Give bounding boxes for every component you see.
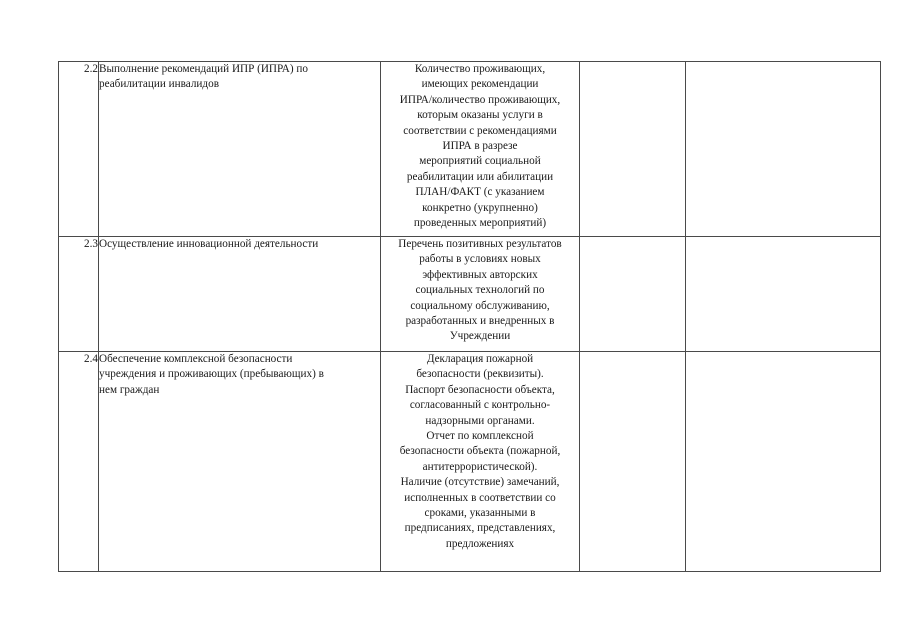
indicator-text-line: соответствии с рекомендациями (403, 124, 557, 137)
empty-cell (686, 352, 881, 572)
table-row (59, 352, 881, 572)
empty-cell (580, 352, 686, 572)
task-text-line: реабилитации инвалидов (99, 78, 219, 91)
indicator-text-line: разработанных и внедренных в (405, 315, 555, 328)
empty-cell (686, 62, 881, 237)
indicators-table (58, 61, 881, 572)
indicator-text-line: предписаниях, представлениях, (404, 522, 556, 535)
task-text-line: Обеспечение комплексной безопасности (99, 353, 293, 365)
indicator-text-line: которым оказаны услуги в (417, 109, 543, 122)
empty-cell (580, 237, 686, 352)
indicator-text-line: сроками, указанными в (424, 507, 536, 520)
table-row (59, 237, 881, 352)
indicator-text-line: реабилитации или абилитации (406, 170, 554, 183)
task-text-line: Выполнение рекомендаций ИПР (ИПРА) по (99, 63, 308, 75)
empty-cell (686, 237, 881, 352)
indicator-text-line: Наличие (отсутствие) замечаний, (400, 476, 560, 489)
indicator-text-line: безопасности (реквизиты). (416, 368, 544, 381)
task-text-line: нем граждан (99, 383, 160, 396)
indicator-description (381, 237, 580, 352)
indicator-text-line: эффективных авторских (422, 268, 538, 281)
empty-cell (580, 62, 686, 237)
indicator-text-line: Отчет по комплексной (426, 430, 534, 443)
indicator-text-line: имеющих рекомендации (421, 78, 539, 91)
task-description (99, 352, 381, 572)
task-text-line: Осуществление инновационной деятельности (99, 238, 319, 250)
indicator-text-line: социальному обслуживанию, (410, 299, 550, 312)
indicator-text-line: конкретно (укрупненно) (422, 201, 538, 214)
indicator-text-line: ИПРА в разрезе (442, 140, 518, 153)
task-text-line: учреждения и проживающих (пребывающих) в (99, 368, 324, 381)
indicator-text-line: ПЛАН/ФАКТ (с указанием (415, 186, 545, 199)
indicator-text-line: ИПРА/количество проживающих, (399, 93, 561, 106)
task-description (99, 237, 381, 352)
indicator-text-line: надзорными органами. (425, 414, 535, 427)
indicator-text-line: Декларация пожарной (426, 353, 534, 365)
table-row (59, 62, 881, 237)
indicator-text-line: работы в условиях новых (419, 253, 541, 266)
indicator-description (381, 352, 580, 572)
indicator-text-line: Учреждении (449, 330, 511, 343)
indicator-text-line: безопасности объекта (пожарной, (399, 445, 561, 458)
indicator-text-line: предложениях (445, 537, 515, 550)
task-description (99, 62, 381, 237)
indicator-text-line: согласованный с контрольно- (409, 399, 551, 412)
indicator-text-line: проведенных мероприятий) (413, 217, 547, 230)
indicator-text-line: исполненных в соответствии со (404, 491, 556, 504)
row-number: 2.3 (59, 237, 99, 352)
indicator-description (381, 62, 580, 237)
indicator-text-line: Паспорт безопасности объекта, (405, 383, 555, 396)
indicator-text-line: Перечень позитивных результатов (398, 238, 562, 250)
row-number: 2.2 (59, 62, 99, 237)
indicator-text-line: мероприятий социальной (419, 155, 541, 168)
row-number: 2.4 (59, 352, 99, 572)
indicator-text-line: антитеррористической). (422, 460, 538, 473)
indicator-text-line: Количество проживающих, (414, 63, 546, 75)
indicator-text-line: социальных технологий по (415, 284, 545, 297)
